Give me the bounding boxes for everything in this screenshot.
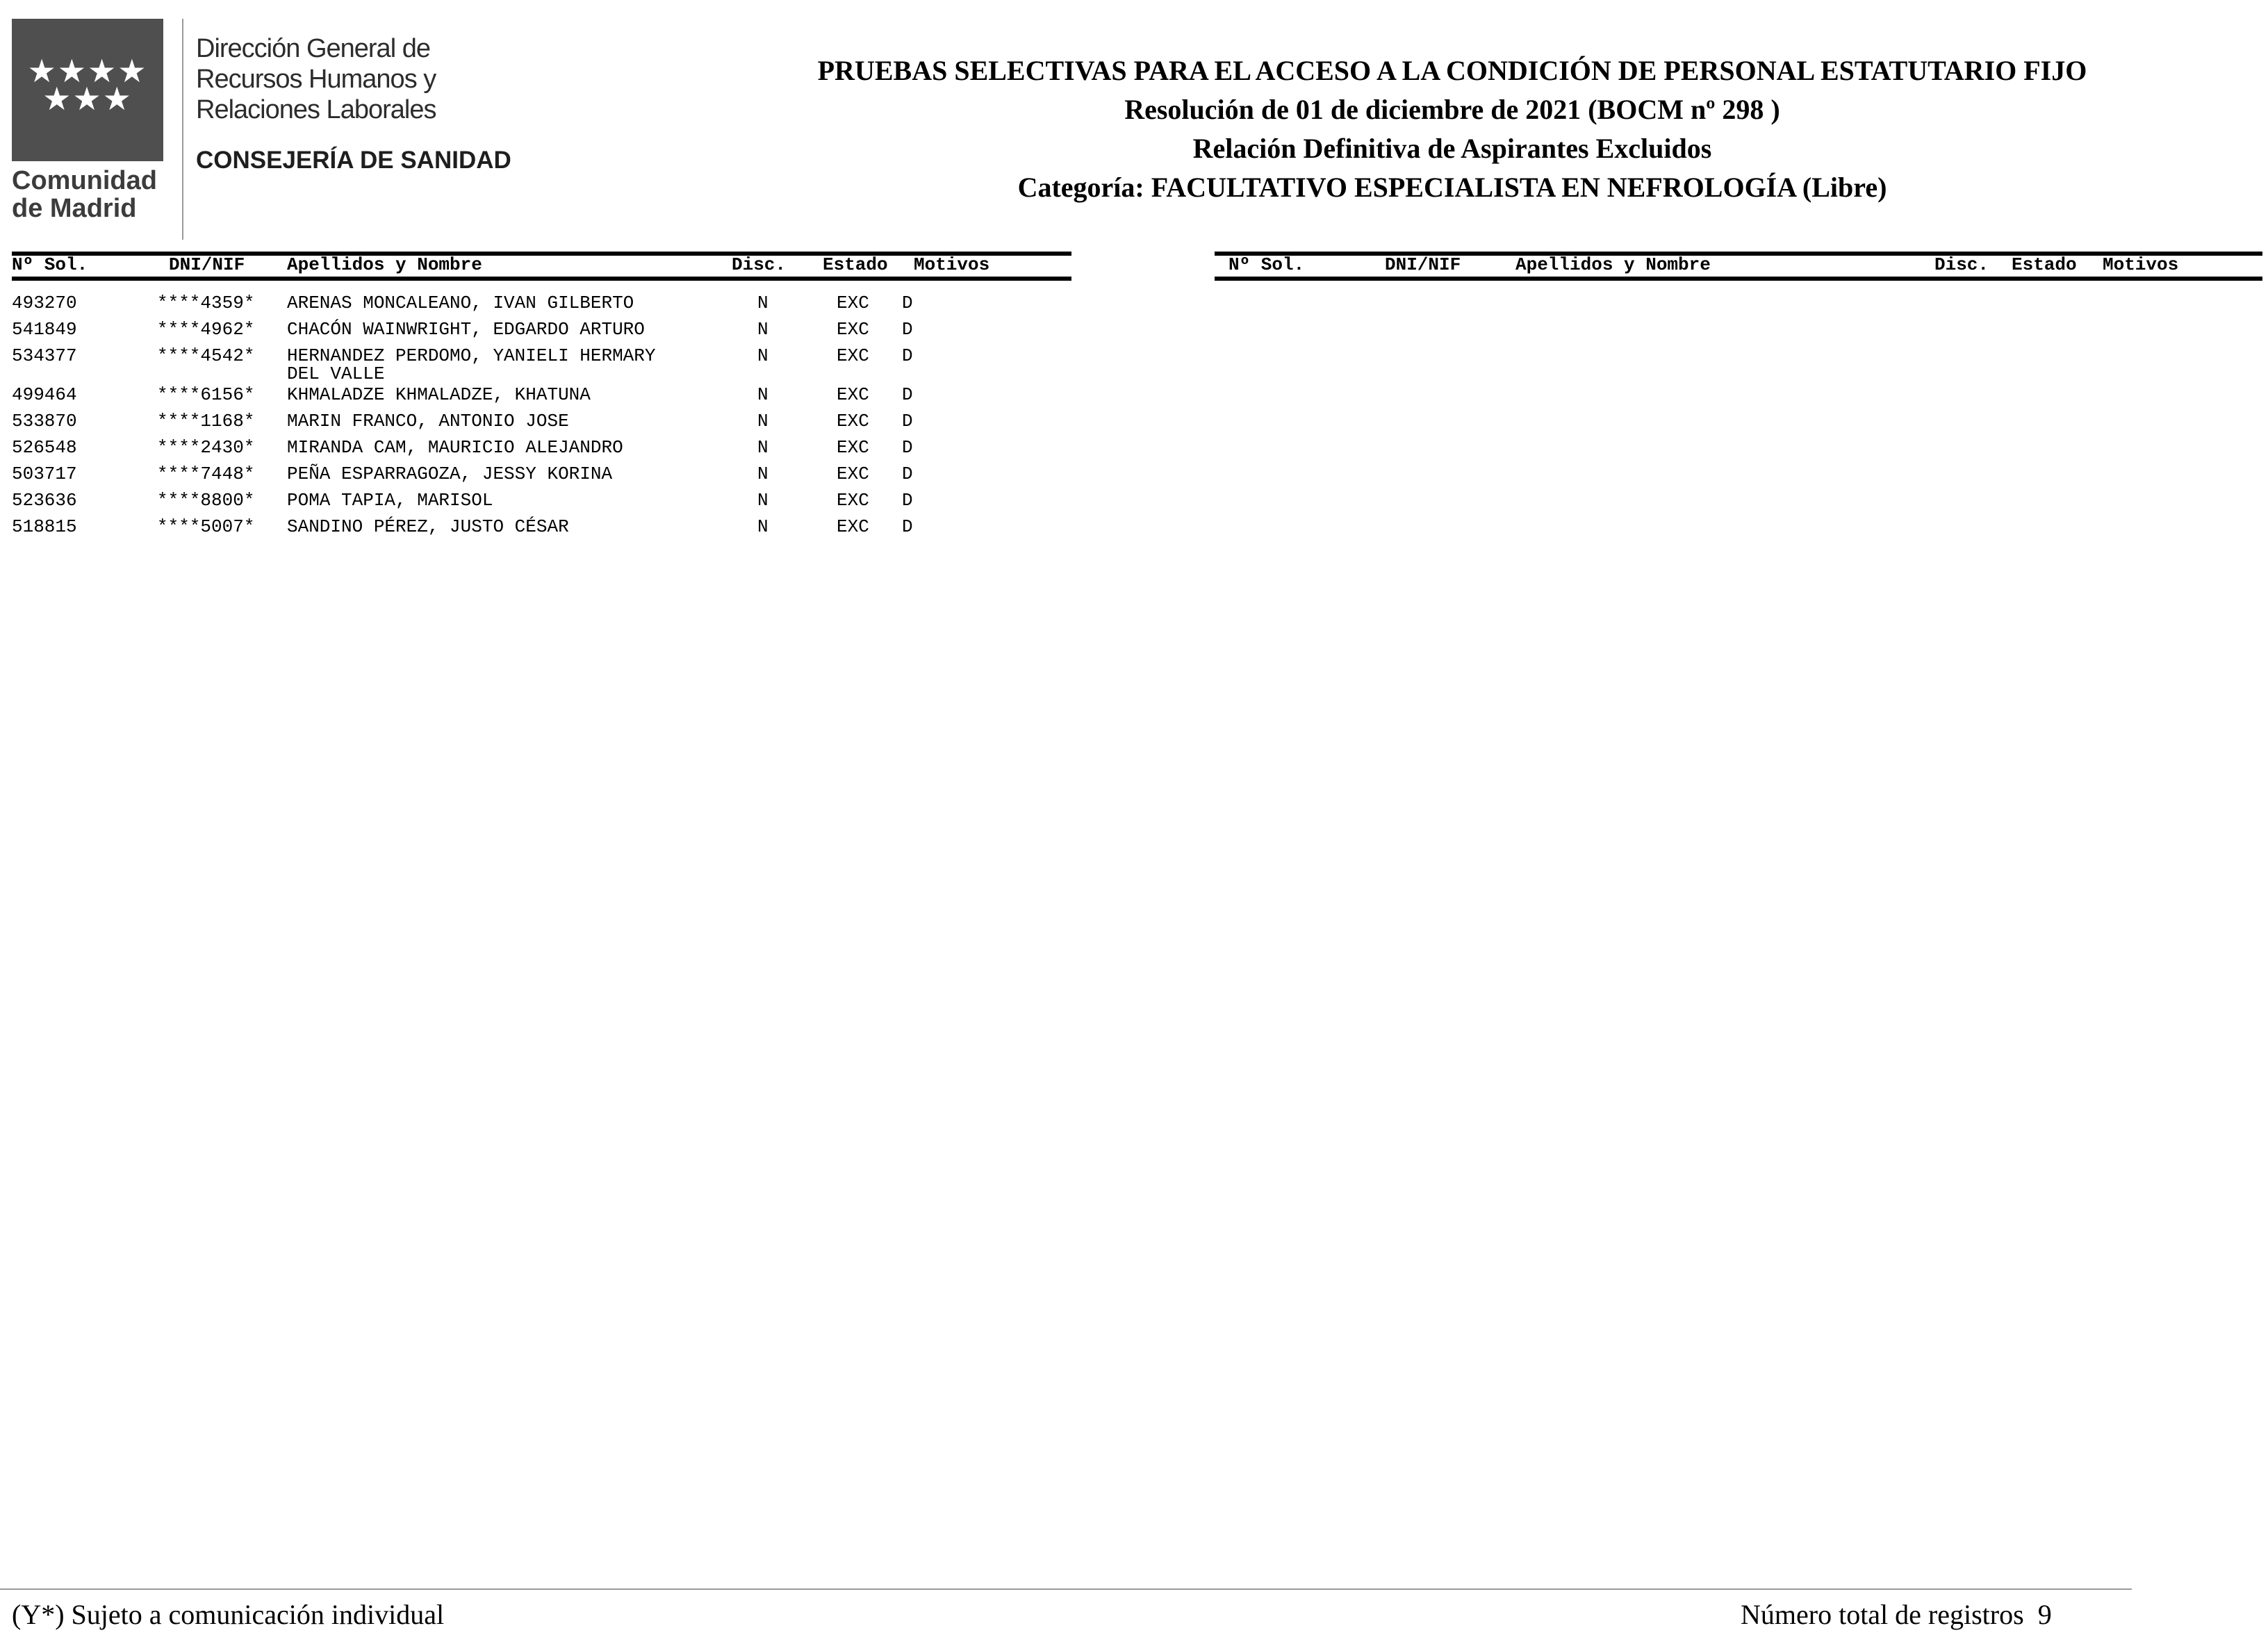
cell-estado: EXC bbox=[837, 293, 869, 313]
cell-sol: 503717 bbox=[12, 463, 77, 484]
page-title: PRUEBAS SELECTIVAS PARA EL ACCESO A LA CONDICIÓN DE PERSONAL ESTATUTARIO FIJO bbox=[817, 55, 2087, 86]
cell-sol: 526548 bbox=[12, 437, 77, 458]
resolution-line: Resolución de 01 de diciembre de 2021 (BOCM nº 298 ) bbox=[1124, 94, 1780, 125]
cell-motivos: D bbox=[902, 437, 913, 458]
cell-motivos: D bbox=[902, 319, 913, 340]
cell-motivos: D bbox=[902, 411, 913, 432]
cell-name: MARIN FRANCO, ANTONIO JOSE bbox=[287, 411, 569, 432]
cell-dni: ****8800* bbox=[157, 490, 255, 511]
cell-motivos: D bbox=[902, 516, 913, 537]
cell-sol: 523636 bbox=[12, 490, 77, 511]
col-estado-header: Estado bbox=[2012, 254, 2077, 275]
cell-dni: ****1168* bbox=[157, 411, 255, 432]
cell-sol: 518815 bbox=[12, 516, 77, 537]
col-motivos-header: Motivos bbox=[2103, 254, 2179, 275]
col-sol-header: Nº Sol. bbox=[12, 254, 88, 275]
col-motivos-header: Motivos bbox=[914, 254, 990, 275]
cell-motivos: D bbox=[902, 293, 913, 313]
col-disc-header: Disc. bbox=[732, 254, 787, 275]
document-titles bbox=[716, 51, 2189, 207]
footer-divider bbox=[0, 1588, 2132, 1590]
col-name-header: Apellidos y Nombre bbox=[1515, 254, 1711, 275]
cell-disc: N bbox=[757, 411, 769, 432]
cell-sol: 493270 bbox=[12, 293, 77, 313]
cell-estado: EXC bbox=[837, 437, 869, 458]
department-line-3: Relaciones Laborales bbox=[196, 95, 436, 124]
col-dni-header: DNI/NIF bbox=[169, 254, 245, 275]
cell-name: KHMALADZE KHMALADZE, KHATUNA bbox=[287, 384, 591, 405]
cell-motivos: D bbox=[902, 490, 913, 511]
cell-name: SANDINO PÉREZ, JUSTO CÉSAR bbox=[287, 516, 569, 537]
total-records-value: 9 bbox=[2037, 1599, 2052, 1630]
cell-dni: ****4542* bbox=[157, 345, 255, 366]
cell-disc: N bbox=[757, 345, 769, 366]
cell-disc: N bbox=[757, 384, 769, 405]
logo-line-2: de Madrid bbox=[12, 194, 137, 223]
cell-motivos: D bbox=[902, 384, 913, 405]
total-records-label: Número total de registros bbox=[1741, 1599, 2024, 1630]
stars-icon: ★★★★ ★★★ bbox=[27, 52, 148, 117]
col-dni-header: DNI/NIF bbox=[1385, 254, 1461, 275]
col-sol-header: Nº Sol. bbox=[1228, 254, 1305, 275]
cell-name: MIRANDA CAM, MAURICIO ALEJANDRO bbox=[287, 437, 623, 458]
cell-disc: N bbox=[757, 490, 769, 511]
cell-estado: EXC bbox=[837, 516, 869, 537]
cell-disc: N bbox=[757, 319, 769, 340]
relation-line: Relación Definitiva de Aspirantes Excluidos bbox=[1192, 133, 1712, 164]
cell-disc: N bbox=[757, 516, 769, 537]
department-name bbox=[196, 33, 436, 125]
cell-estado: EXC bbox=[837, 319, 869, 340]
cell-name: POMA TAPIA, MARISOL bbox=[287, 490, 493, 511]
cell-dni: ****6156* bbox=[157, 384, 255, 405]
department-line-2: Recursos Humanos y bbox=[196, 65, 436, 94]
logo-text bbox=[12, 167, 172, 222]
header-divider bbox=[182, 19, 183, 240]
cell-disc: N bbox=[757, 463, 769, 484]
cell-disc: N bbox=[757, 293, 769, 313]
cell-dni: ****2430* bbox=[157, 437, 255, 458]
cell-sol: 533870 bbox=[12, 411, 77, 432]
cell-motivos: D bbox=[902, 463, 913, 484]
cell-name: ARENAS MONCALEANO, IVAN GILBERTO bbox=[287, 293, 634, 313]
cell-name: HERNANDEZ PERDOMO, YANIELI HERMARY bbox=[287, 345, 656, 366]
col-name-header: Apellidos y Nombre bbox=[287, 254, 482, 275]
header-rule-bottom bbox=[12, 277, 1071, 281]
col-estado-header: Estado bbox=[823, 254, 888, 275]
cell-dni: ****7448* bbox=[157, 463, 255, 484]
cell-sol: 541849 bbox=[12, 319, 77, 340]
cell-dni: ****4359* bbox=[157, 293, 255, 313]
cell-estado: EXC bbox=[837, 345, 869, 366]
comunidad-madrid-logo bbox=[12, 19, 163, 161]
category-line: Categoría: FACULTATIVO ESPECIALISTA EN NEFROLOGÍA (Libre) bbox=[1017, 172, 1887, 203]
cell-estado: EXC bbox=[837, 411, 869, 432]
table-header-left bbox=[12, 250, 1071, 282]
header-rule-bottom bbox=[1215, 277, 2262, 281]
table-header-right bbox=[1215, 250, 2262, 282]
cell-dni: ****5007* bbox=[157, 516, 255, 537]
cell-sol: 499464 bbox=[12, 384, 77, 405]
cell-dni: ****4962* bbox=[157, 319, 255, 340]
cell-estado: EXC bbox=[837, 490, 869, 511]
cell-estado: EXC bbox=[837, 384, 869, 405]
department-line-1: Dirección General de bbox=[196, 34, 430, 63]
cell-disc: N bbox=[757, 437, 769, 458]
cell-estado: EXC bbox=[837, 463, 869, 484]
cell-sol: 534377 bbox=[12, 345, 77, 366]
cell-name: CHACÓN WAINWRIGHT, EDGARDO ARTURO bbox=[287, 319, 645, 340]
cell-name: PEÑA ESPARRAGOZA, JESSY KORINA bbox=[287, 463, 613, 484]
col-disc-header: Disc. bbox=[1934, 254, 1989, 275]
total-records bbox=[1741, 1598, 2052, 1631]
consejeria-label: CONSEJERÍA DE SANIDAD bbox=[196, 147, 511, 174]
cell-motivos: D bbox=[902, 345, 913, 366]
cell-name-continued: DEL VALLE bbox=[287, 363, 385, 384]
footer-note: (Y*) Sujeto a comunicación individual bbox=[12, 1599, 445, 1630]
logo-line-1: Comunidad bbox=[12, 166, 157, 195]
